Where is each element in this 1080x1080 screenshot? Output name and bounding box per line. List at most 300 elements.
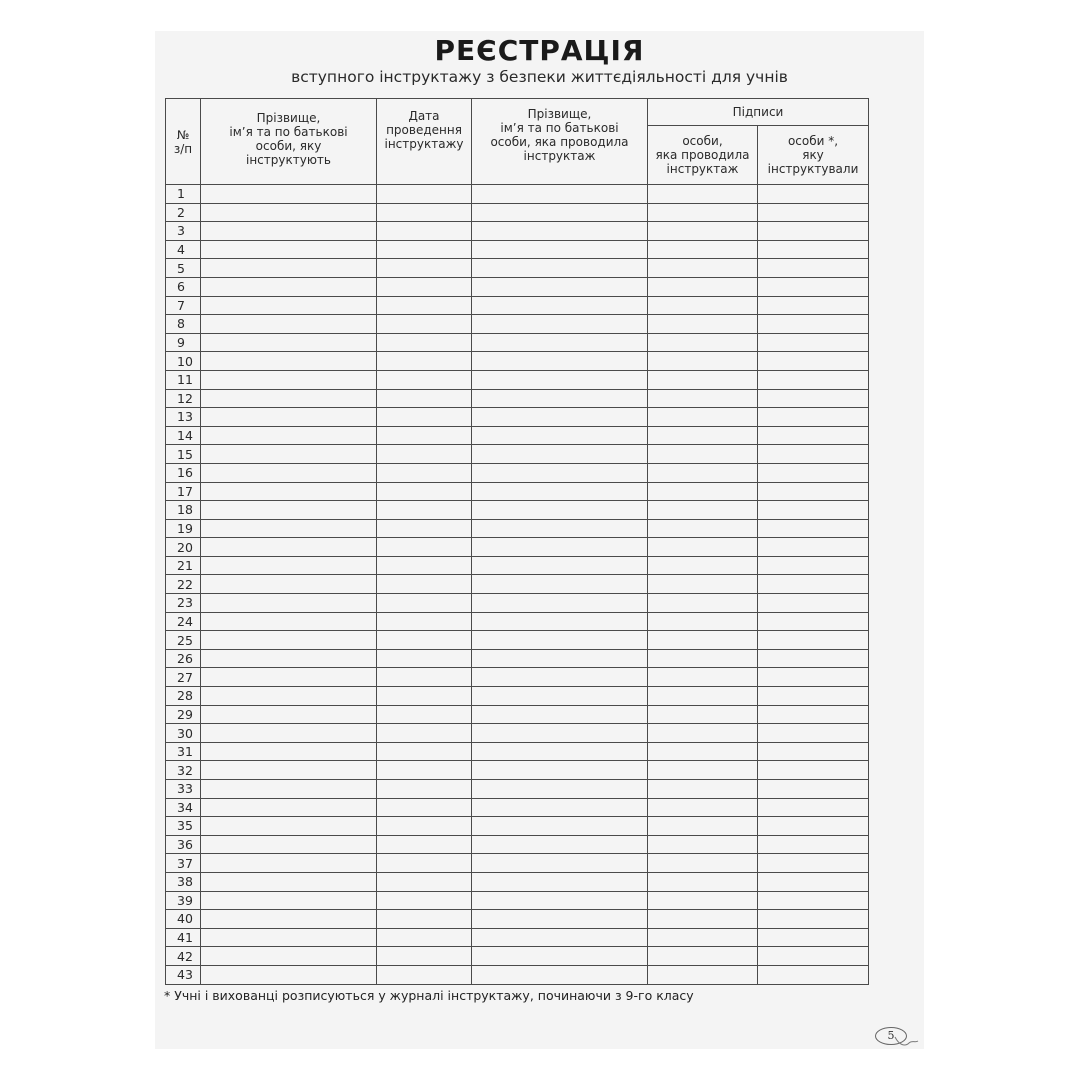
signature-instructed-cell[interactable] bbox=[758, 501, 869, 520]
instructor-name-cell[interactable] bbox=[472, 185, 648, 204]
row-number: 31 bbox=[166, 742, 201, 761]
date-cell[interactable] bbox=[377, 538, 472, 557]
date-cell[interactable] bbox=[377, 222, 472, 241]
instructor-name-cell[interactable] bbox=[472, 445, 648, 464]
signature-instructor-cell[interactable] bbox=[648, 705, 758, 724]
table-row bbox=[166, 742, 869, 761]
footnote: * Учні і вихованці розписуються у журналі інструктажу, починаючи з 9-го класу bbox=[164, 988, 694, 1003]
signature-instructor-cell[interactable] bbox=[648, 649, 758, 668]
date-cell[interactable] bbox=[377, 185, 472, 204]
signature-instructed-cell[interactable] bbox=[758, 742, 869, 761]
instructor-name-cell[interactable] bbox=[472, 835, 648, 854]
date-cell[interactable] bbox=[377, 891, 472, 910]
signature-instructor-cell[interactable] bbox=[648, 259, 758, 278]
date-cell[interactable] bbox=[377, 333, 472, 352]
row-number: 2 bbox=[166, 203, 201, 222]
instructor-name-cell[interactable] bbox=[472, 333, 648, 352]
date-cell[interactable] bbox=[377, 631, 472, 650]
instructor-name-cell[interactable] bbox=[472, 575, 648, 594]
table-row bbox=[166, 594, 869, 613]
signature-instructed-cell[interactable] bbox=[758, 872, 869, 891]
instructed-name-cell[interactable] bbox=[201, 910, 377, 929]
signature-instructed-cell[interactable] bbox=[758, 649, 869, 668]
signature-instructor-cell[interactable] bbox=[648, 426, 758, 445]
signature-instructor-cell[interactable] bbox=[648, 389, 758, 408]
table-row bbox=[166, 445, 869, 464]
signature-instructor-cell[interactable] bbox=[648, 928, 758, 947]
header-instructed-name bbox=[201, 99, 377, 185]
row-number: 22 bbox=[166, 575, 201, 594]
date-cell[interactable] bbox=[377, 389, 472, 408]
instructed-name-cell[interactable] bbox=[201, 947, 377, 966]
signature-instructor-cell[interactable] bbox=[648, 296, 758, 315]
date-cell[interactable] bbox=[377, 780, 472, 799]
table-row bbox=[166, 965, 869, 984]
instructor-name-cell[interactable] bbox=[472, 259, 648, 278]
signature-instructor-cell[interactable] bbox=[648, 631, 758, 650]
instructor-name-cell[interactable] bbox=[472, 891, 648, 910]
signature-instructed-cell[interactable] bbox=[758, 296, 869, 315]
table-row bbox=[166, 259, 869, 278]
signature-instructor-cell[interactable] bbox=[648, 891, 758, 910]
signature-instructed-cell[interactable] bbox=[758, 835, 869, 854]
date-cell[interactable] bbox=[377, 352, 472, 371]
instructor-name-cell[interactable] bbox=[472, 426, 648, 445]
date-cell[interactable] bbox=[377, 240, 472, 259]
signature-instructed-cell[interactable] bbox=[758, 668, 869, 687]
instructed-name-cell[interactable] bbox=[201, 835, 377, 854]
row-number: 41 bbox=[166, 928, 201, 947]
row-number: 15 bbox=[166, 445, 201, 464]
row-number: 8 bbox=[166, 315, 201, 334]
date-cell[interactable] bbox=[377, 556, 472, 575]
row-number: 4 bbox=[166, 240, 201, 259]
signature-instructed-cell[interactable] bbox=[758, 185, 869, 204]
date-cell[interactable] bbox=[377, 817, 472, 836]
instructed-name-cell[interactable] bbox=[201, 185, 377, 204]
signature-instructor-cell[interactable] bbox=[648, 835, 758, 854]
signature-instructed-cell[interactable] bbox=[758, 426, 869, 445]
instructed-name-cell[interactable] bbox=[201, 687, 377, 706]
date-cell[interactable] bbox=[377, 426, 472, 445]
instructor-name-cell[interactable] bbox=[472, 389, 648, 408]
row-number: 29 bbox=[166, 705, 201, 724]
date-cell[interactable] bbox=[377, 203, 472, 222]
page-title: РЕЄСТРАЦІЯ bbox=[434, 34, 645, 67]
date-cell[interactable] bbox=[377, 872, 472, 891]
signature-instructed-cell[interactable] bbox=[758, 631, 869, 650]
instructed-name-cell[interactable] bbox=[201, 631, 377, 650]
signature-instructor-cell[interactable] bbox=[648, 742, 758, 761]
signature-instructed-cell[interactable] bbox=[758, 259, 869, 278]
instructed-name-cell[interactable] bbox=[201, 222, 377, 241]
instructor-name-cell[interactable] bbox=[472, 501, 648, 520]
date-cell[interactable] bbox=[377, 798, 472, 817]
instructed-name-cell[interactable] bbox=[201, 594, 377, 613]
row-number: 24 bbox=[166, 612, 201, 631]
table-row bbox=[166, 556, 869, 575]
instructed-name-cell[interactable] bbox=[201, 352, 377, 371]
date-cell[interactable] bbox=[377, 854, 472, 873]
signature-instructor-cell[interactable] bbox=[648, 315, 758, 334]
row-number: 17 bbox=[166, 482, 201, 501]
date-cell[interactable] bbox=[377, 649, 472, 668]
signature-instructor-cell[interactable] bbox=[648, 482, 758, 501]
date-cell[interactable] bbox=[377, 928, 472, 947]
date-cell[interactable] bbox=[377, 687, 472, 706]
instructed-name-cell[interactable] bbox=[201, 408, 377, 427]
row-number: 33 bbox=[166, 780, 201, 799]
instructor-name-cell[interactable] bbox=[472, 872, 648, 891]
row-number: 11 bbox=[166, 370, 201, 389]
signature-instructed-cell[interactable] bbox=[758, 315, 869, 334]
date-cell[interactable] bbox=[377, 501, 472, 520]
instructed-name-cell[interactable] bbox=[201, 240, 377, 259]
signature-instructed-cell[interactable] bbox=[758, 965, 869, 984]
date-cell[interactable] bbox=[377, 761, 472, 780]
header-date bbox=[377, 99, 472, 185]
signature-instructor-cell[interactable] bbox=[648, 501, 758, 520]
table-row bbox=[166, 538, 869, 557]
date-cell[interactable] bbox=[377, 835, 472, 854]
signature-instructor-cell[interactable] bbox=[648, 872, 758, 891]
date-cell[interactable] bbox=[377, 277, 472, 296]
row-number: 7 bbox=[166, 296, 201, 315]
instructor-name-cell[interactable] bbox=[472, 817, 648, 836]
instructor-name-cell[interactable] bbox=[472, 240, 648, 259]
date-cell[interactable] bbox=[377, 463, 472, 482]
table-row bbox=[166, 240, 869, 259]
signature-instructor-cell[interactable] bbox=[648, 724, 758, 743]
table-row bbox=[166, 649, 869, 668]
date-cell[interactable] bbox=[377, 408, 472, 427]
row-number: 1 bbox=[166, 185, 201, 204]
instructed-name-cell[interactable] bbox=[201, 761, 377, 780]
signature-instructed-cell[interactable] bbox=[758, 463, 869, 482]
header-instructor-name-label: Прізвище, ім’я та по батькові особи, яка проводила інструктаж bbox=[490, 106, 629, 163]
instructed-name-cell[interactable] bbox=[201, 965, 377, 984]
instructed-name-cell[interactable] bbox=[201, 817, 377, 836]
table-row bbox=[166, 408, 869, 427]
instructor-name-cell[interactable] bbox=[472, 315, 648, 334]
signature-instructor-cell[interactable] bbox=[648, 668, 758, 687]
date-cell[interactable] bbox=[377, 742, 472, 761]
instructor-name-cell[interactable] bbox=[472, 519, 648, 538]
date-cell[interactable] bbox=[377, 370, 472, 389]
signature-instructed-cell[interactable] bbox=[758, 761, 869, 780]
date-cell[interactable] bbox=[377, 965, 472, 984]
signature-instructed-cell[interactable] bbox=[758, 389, 869, 408]
signature-instructed-cell[interactable] bbox=[758, 556, 869, 575]
row-number: 6 bbox=[166, 277, 201, 296]
signature-instructor-cell[interactable] bbox=[648, 185, 758, 204]
instructor-name-cell[interactable] bbox=[472, 742, 648, 761]
instructor-name-cell[interactable] bbox=[472, 910, 648, 929]
signature-instructor-cell[interactable] bbox=[648, 687, 758, 706]
instructed-name-cell[interactable] bbox=[201, 891, 377, 910]
signature-instructor-cell[interactable] bbox=[648, 408, 758, 427]
signature-instructed-cell[interactable] bbox=[758, 482, 869, 501]
signature-instructed-cell[interactable] bbox=[758, 910, 869, 929]
row-number: 39 bbox=[166, 891, 201, 910]
signature-instructor-cell[interactable] bbox=[648, 519, 758, 538]
date-cell[interactable] bbox=[377, 482, 472, 501]
table-row bbox=[166, 705, 869, 724]
instructor-name-cell[interactable] bbox=[472, 408, 648, 427]
signature-instructor-cell[interactable] bbox=[648, 538, 758, 557]
signature-instructor-cell[interactable] bbox=[648, 370, 758, 389]
signature-instructor-cell[interactable] bbox=[648, 222, 758, 241]
instructed-name-cell[interactable] bbox=[201, 668, 377, 687]
signature-instructor-cell[interactable] bbox=[648, 203, 758, 222]
signature-instructed-cell[interactable] bbox=[758, 575, 869, 594]
signature-instructor-cell[interactable] bbox=[648, 780, 758, 799]
instructor-name-cell[interactable] bbox=[472, 947, 648, 966]
instructed-name-cell[interactable] bbox=[201, 315, 377, 334]
signature-instructed-cell[interactable] bbox=[758, 222, 869, 241]
table-row bbox=[166, 798, 869, 817]
signature-instructed-cell[interactable] bbox=[758, 277, 869, 296]
instructed-name-cell[interactable] bbox=[201, 742, 377, 761]
signature-instructed-cell[interactable] bbox=[758, 705, 869, 724]
signature-instructed-cell[interactable] bbox=[758, 780, 869, 799]
signature-instructed-cell[interactable] bbox=[758, 594, 869, 613]
date-cell[interactable] bbox=[377, 910, 472, 929]
signature-instructed-cell[interactable] bbox=[758, 408, 869, 427]
instructor-name-cell[interactable] bbox=[472, 798, 648, 817]
instructed-name-cell[interactable] bbox=[201, 780, 377, 799]
signature-instructor-cell[interactable] bbox=[648, 556, 758, 575]
instructor-name-cell[interactable] bbox=[472, 705, 648, 724]
row-number: 21 bbox=[166, 556, 201, 575]
date-cell[interactable] bbox=[377, 724, 472, 743]
date-cell[interactable] bbox=[377, 296, 472, 315]
signature-instructed-cell[interactable] bbox=[758, 445, 869, 464]
table-row bbox=[166, 891, 869, 910]
table-row bbox=[166, 352, 869, 371]
table-row bbox=[166, 203, 869, 222]
table-row bbox=[166, 947, 869, 966]
header-instructed-name-label: Прізвище, ім’я та по батькові особи, яку інструктують bbox=[229, 110, 348, 167]
row-number: 25 bbox=[166, 631, 201, 650]
table-row bbox=[166, 463, 869, 482]
signature-instructor-cell[interactable] bbox=[648, 910, 758, 929]
row-number: 26 bbox=[166, 649, 201, 668]
instructor-name-cell[interactable] bbox=[472, 370, 648, 389]
page-subtitle: вступного інструктажу з безпеки життєдіяльності для учнів bbox=[291, 68, 788, 86]
header-signature-instructed-label: особи *, яку інструктували bbox=[767, 134, 859, 176]
instructed-name-cell[interactable] bbox=[201, 426, 377, 445]
signature-instructed-cell[interactable] bbox=[758, 928, 869, 947]
signature-instructed-cell[interactable] bbox=[758, 798, 869, 817]
instructed-name-cell[interactable] bbox=[201, 798, 377, 817]
instructor-name-cell[interactable] bbox=[472, 780, 648, 799]
date-cell[interactable] bbox=[377, 259, 472, 278]
row-number: 5 bbox=[166, 259, 201, 278]
signature-instructor-cell[interactable] bbox=[648, 817, 758, 836]
instructor-name-cell[interactable] bbox=[472, 965, 648, 984]
signature-instructor-cell[interactable] bbox=[648, 463, 758, 482]
row-number: 35 bbox=[166, 817, 201, 836]
signature-instructor-cell[interactable] bbox=[648, 947, 758, 966]
signature-instructed-cell[interactable] bbox=[758, 891, 869, 910]
row-number: 13 bbox=[166, 408, 201, 427]
signature-instructed-cell[interactable] bbox=[758, 538, 869, 557]
signature-instructed-cell[interactable] bbox=[758, 240, 869, 259]
instructed-name-cell[interactable] bbox=[201, 296, 377, 315]
instructor-name-cell[interactable] bbox=[472, 203, 648, 222]
instructed-name-cell[interactable] bbox=[201, 259, 377, 278]
table-row bbox=[166, 631, 869, 650]
instructor-name-cell[interactable] bbox=[472, 928, 648, 947]
date-cell[interactable] bbox=[377, 668, 472, 687]
instructor-name-cell[interactable] bbox=[472, 296, 648, 315]
table-row bbox=[166, 910, 869, 929]
instructed-name-cell[interactable] bbox=[201, 575, 377, 594]
table-row bbox=[166, 296, 869, 315]
instructor-name-cell[interactable] bbox=[472, 649, 648, 668]
row-number: 12 bbox=[166, 389, 201, 408]
instructor-name-cell[interactable] bbox=[472, 482, 648, 501]
date-cell[interactable] bbox=[377, 947, 472, 966]
instructor-name-cell[interactable] bbox=[472, 277, 648, 296]
instructed-name-cell[interactable] bbox=[201, 203, 377, 222]
signature-instructed-cell[interactable] bbox=[758, 947, 869, 966]
signature-instructed-cell[interactable] bbox=[758, 370, 869, 389]
row-number: 34 bbox=[166, 798, 201, 817]
signature-instructor-cell[interactable] bbox=[648, 612, 758, 631]
table-row bbox=[166, 333, 869, 352]
instructor-name-cell[interactable] bbox=[472, 854, 648, 873]
instructed-name-cell[interactable] bbox=[201, 612, 377, 631]
table-row bbox=[166, 612, 869, 631]
signature-instructor-cell[interactable] bbox=[648, 594, 758, 613]
date-cell[interactable] bbox=[377, 445, 472, 464]
instructor-name-cell[interactable] bbox=[472, 222, 648, 241]
table-row bbox=[166, 370, 869, 389]
row-number: 42 bbox=[166, 947, 201, 966]
instructor-name-cell[interactable] bbox=[472, 538, 648, 557]
instructed-name-cell[interactable] bbox=[201, 538, 377, 557]
date-cell[interactable] bbox=[377, 519, 472, 538]
row-number: 32 bbox=[166, 761, 201, 780]
signature-instructor-cell[interactable] bbox=[648, 965, 758, 984]
table-row bbox=[166, 854, 869, 873]
row-number: 14 bbox=[166, 426, 201, 445]
signature-instructor-cell[interactable] bbox=[648, 445, 758, 464]
instructed-name-cell[interactable] bbox=[201, 501, 377, 520]
instructed-name-cell[interactable] bbox=[201, 370, 377, 389]
header-signatures bbox=[648, 99, 869, 126]
instructor-name-cell[interactable] bbox=[472, 631, 648, 650]
instructed-name-cell[interactable] bbox=[201, 463, 377, 482]
table-row bbox=[166, 761, 869, 780]
instructed-name-cell[interactable] bbox=[201, 705, 377, 724]
table-row bbox=[166, 426, 869, 445]
signature-instructor-cell[interactable] bbox=[648, 575, 758, 594]
signature-instructor-cell[interactable] bbox=[648, 240, 758, 259]
table-row bbox=[166, 277, 869, 296]
header-signature-instructor bbox=[648, 126, 758, 185]
instructed-name-cell[interactable] bbox=[201, 482, 377, 501]
header-number-label: № з/п bbox=[173, 127, 193, 156]
header-signatures-label: Підписи bbox=[732, 105, 784, 119]
date-cell[interactable] bbox=[377, 594, 472, 613]
signature-instructor-cell[interactable] bbox=[648, 798, 758, 817]
signature-instructed-cell[interactable] bbox=[758, 333, 869, 352]
signature-instructed-cell[interactable] bbox=[758, 612, 869, 631]
instructed-name-cell[interactable] bbox=[201, 389, 377, 408]
row-number: 38 bbox=[166, 872, 201, 891]
document-page bbox=[155, 31, 924, 1049]
table-row bbox=[166, 724, 869, 743]
instructed-name-cell[interactable] bbox=[201, 333, 377, 352]
date-cell[interactable] bbox=[377, 575, 472, 594]
row-number: 3 bbox=[166, 222, 201, 241]
signature-instructed-cell[interactable] bbox=[758, 519, 869, 538]
instructor-name-cell[interactable] bbox=[472, 687, 648, 706]
instructed-name-cell[interactable] bbox=[201, 928, 377, 947]
instructed-name-cell[interactable] bbox=[201, 854, 377, 873]
table-body bbox=[166, 185, 869, 985]
row-number: 19 bbox=[166, 519, 201, 538]
table-row bbox=[166, 185, 869, 204]
instructor-name-cell[interactable] bbox=[472, 724, 648, 743]
signature-instructor-cell[interactable] bbox=[648, 854, 758, 873]
instructor-name-cell[interactable] bbox=[472, 761, 648, 780]
instructed-name-cell[interactable] bbox=[201, 445, 377, 464]
table-row bbox=[166, 668, 869, 687]
date-cell[interactable] bbox=[377, 705, 472, 724]
table-row bbox=[166, 501, 869, 520]
signature-instructor-cell[interactable] bbox=[648, 277, 758, 296]
instructed-name-cell[interactable] bbox=[201, 556, 377, 575]
instructed-name-cell[interactable] bbox=[201, 724, 377, 743]
signature-instructed-cell[interactable] bbox=[758, 203, 869, 222]
row-number: 23 bbox=[166, 594, 201, 613]
row-number: 37 bbox=[166, 854, 201, 873]
date-cell[interactable] bbox=[377, 315, 472, 334]
row-number: 43 bbox=[166, 965, 201, 984]
signature-instructor-cell[interactable] bbox=[648, 333, 758, 352]
signature-instructed-cell[interactable] bbox=[758, 687, 869, 706]
signature-instructed-cell[interactable] bbox=[758, 854, 869, 873]
instructor-name-cell[interactable] bbox=[472, 594, 648, 613]
row-number: 27 bbox=[166, 668, 201, 687]
table-row bbox=[166, 872, 869, 891]
signature-instructed-cell[interactable] bbox=[758, 817, 869, 836]
signature-instructed-cell[interactable] bbox=[758, 352, 869, 371]
date-cell[interactable] bbox=[377, 612, 472, 631]
instructor-name-cell[interactable] bbox=[472, 612, 648, 631]
instructor-name-cell[interactable] bbox=[472, 463, 648, 482]
table-row bbox=[166, 780, 869, 799]
instructor-name-cell[interactable] bbox=[472, 352, 648, 371]
instructor-name-cell[interactable] bbox=[472, 556, 648, 575]
table-row bbox=[166, 575, 869, 594]
row-number: 9 bbox=[166, 333, 201, 352]
signature-instructor-cell[interactable] bbox=[648, 352, 758, 371]
signature-instructor-cell[interactable] bbox=[648, 761, 758, 780]
signature-instructed-cell[interactable] bbox=[758, 724, 869, 743]
instructor-name-cell[interactable] bbox=[472, 668, 648, 687]
instructed-name-cell[interactable] bbox=[201, 872, 377, 891]
instructed-name-cell[interactable] bbox=[201, 649, 377, 668]
instructed-name-cell[interactable] bbox=[201, 519, 377, 538]
row-number: 18 bbox=[166, 501, 201, 520]
header-signature-instructed bbox=[758, 126, 869, 185]
instructed-name-cell[interactable] bbox=[201, 277, 377, 296]
